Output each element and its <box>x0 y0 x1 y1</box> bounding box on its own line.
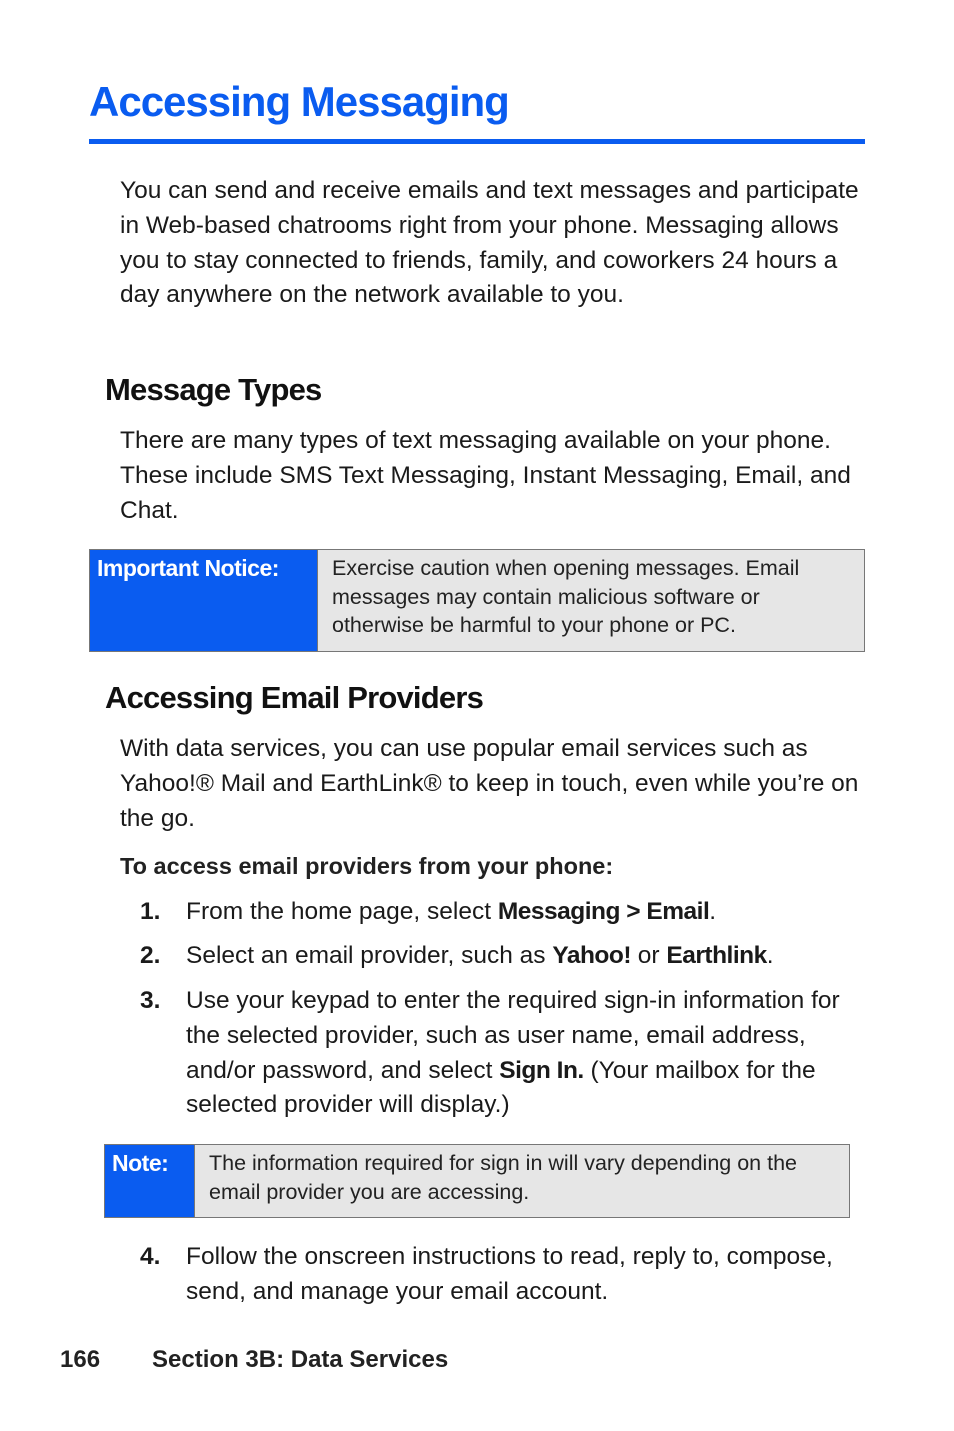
intro-paragraph: You can send and receive emails and text messages and participate in Web-based chatrooms right from your phone. Messaging allows you to stay connected to friends, family, and coworkers 24 hours a day anywhere on the network available to you. <box>120 177 859 309</box>
message-types-heading: Message Types <box>105 372 322 407</box>
email-providers-paragraph: With data services, you can use popular email services such as Yahoo!® Mail and EarthLink® to keep in touch, even while you’re on the go. <box>120 735 866 832</box>
note-text: The information required for sign in will vary depending on the email provider you are accessing. <box>195 1145 849 1217</box>
step-1 <box>140 895 860 931</box>
footer-section-title: Section 3B: Data Services <box>152 1346 449 1373</box>
email-providers-heading: Accessing Email Providers <box>105 680 484 715</box>
step-text: Follow the onscreen instructions to read, reply to, compose, send, and manage your email account. <box>186 1243 833 1305</box>
step-number: 3. <box>140 987 161 1014</box>
important-notice-label: Important Notice: <box>90 550 318 651</box>
page-title: Accessing Messaging <box>89 78 509 125</box>
provider-yahoo: Yahoo! <box>552 942 631 969</box>
step-text: From the home page, select Messaging > Email. <box>186 898 717 925</box>
page-number: 166 <box>60 1346 101 1373</box>
page-footer <box>60 1346 448 1374</box>
sign-in-label: Sign In. <box>499 1056 584 1084</box>
step-3 <box>140 984 860 1124</box>
provider-earthlink: Earthlink <box>666 942 767 969</box>
note-box <box>104 1144 850 1218</box>
title-rule <box>89 139 865 144</box>
step-number: 1. <box>140 898 161 925</box>
procedure-lead: To access email providers from your phone: <box>120 853 614 879</box>
step-number: 2. <box>140 942 161 969</box>
step-number: 4. <box>140 1243 161 1270</box>
important-notice-box <box>89 549 865 652</box>
step-2 <box>140 939 860 975</box>
note-label: Note: <box>105 1145 195 1217</box>
important-notice-text: Exercise caution when opening messages. Email messages may contain malicious software or otherwise be harmful to your phone or PC. <box>318 550 864 651</box>
step-text: Select an email provider, such as Yahoo! or Earthlink. <box>186 942 774 969</box>
menu-path: Messaging > Email <box>497 898 710 925</box>
step-4 <box>140 1240 860 1312</box>
message-types-paragraph: There are many types of text messaging available on your phone. These include SMS Text Messaging, Instant Messaging, Email, and Chat. <box>120 427 851 524</box>
step-text: Use your keypad to enter the required sign-in information for the selected provider, such as user name, email address, and/or password, and select Sign In. (Your mailbox for the selected provider will display.) <box>186 987 840 1119</box>
